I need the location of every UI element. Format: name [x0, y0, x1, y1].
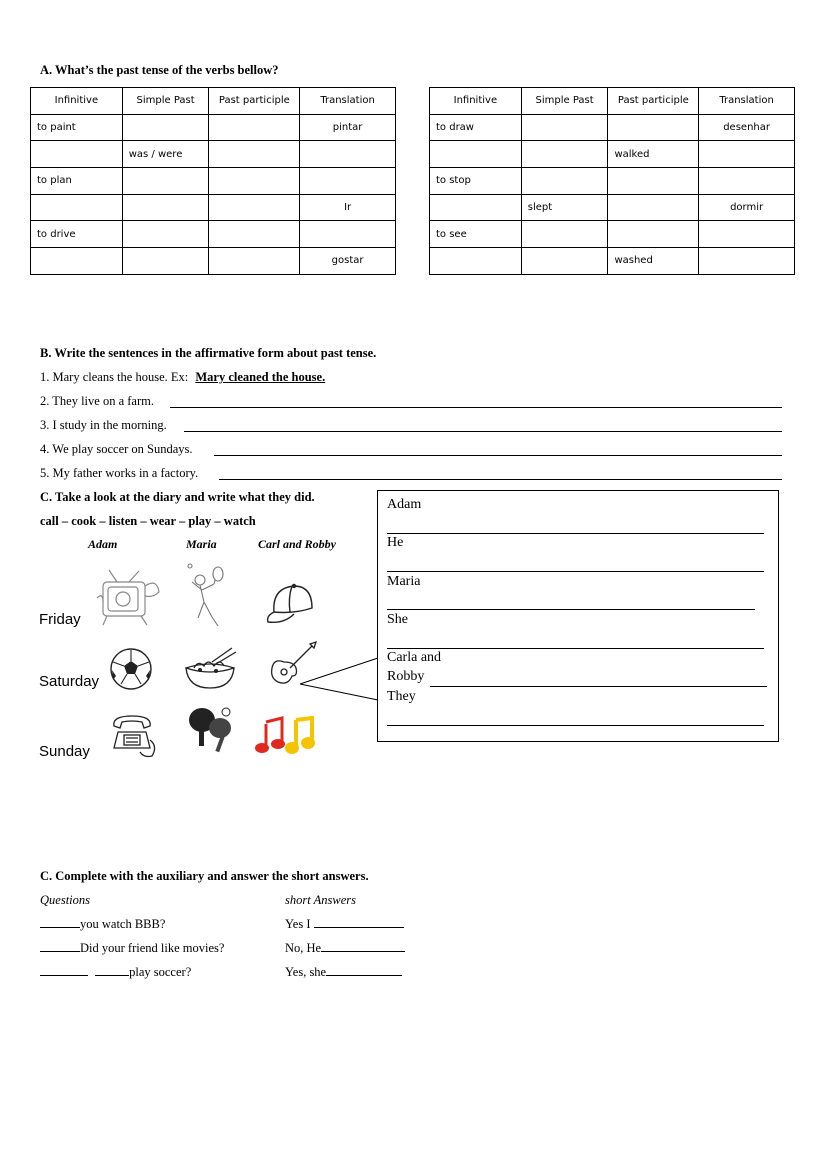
cell-past-participle[interactable]: walked: [608, 141, 699, 168]
cell-infinitive[interactable]: to see: [430, 221, 522, 248]
question-text: play soccer?: [129, 965, 192, 979]
cell-past-participle[interactable]: [209, 221, 300, 248]
cell-simple-past[interactable]: [521, 168, 608, 195]
section-c-title: C. Take a look at the diary and write what they did.: [40, 490, 315, 504]
question-3: [40, 965, 191, 980]
table-row: [31, 114, 396, 141]
cell-translation[interactable]: pintar: [300, 114, 396, 141]
table-row: [31, 168, 396, 195]
cell-simple-past[interactable]: was / were: [122, 141, 209, 168]
cell-translation[interactable]: Ir: [300, 194, 396, 221]
cell-infinitive[interactable]: [430, 141, 522, 168]
cell-simple-past[interactable]: [122, 248, 209, 275]
sentence-item: 3. I study in the morning.: [40, 418, 167, 432]
cap-icon: [264, 582, 316, 626]
short-answer-blank[interactable]: [314, 917, 404, 928]
header-simple-past: Simple Past: [122, 88, 209, 115]
answer-label-he: He: [387, 535, 404, 550]
example-answer: Mary cleaned the house.: [195, 370, 326, 384]
table-row: [31, 221, 396, 248]
answer-3: [285, 965, 402, 980]
header-simple-past: Simple Past: [521, 88, 608, 115]
cell-translation[interactable]: [699, 141, 795, 168]
table-row: [430, 114, 795, 141]
header-translation: Translation: [699, 88, 795, 115]
answer-line[interactable]: [387, 648, 764, 649]
cell-simple-past[interactable]: [521, 221, 608, 248]
cell-simple-past[interactable]: [122, 194, 209, 221]
cell-infinitive[interactable]: [31, 194, 123, 221]
header-infinitive: Infinitive: [430, 88, 522, 115]
cell-simple-past[interactable]: [122, 114, 209, 141]
cell-simple-past[interactable]: slept: [521, 194, 608, 221]
answer-line[interactable]: [219, 467, 782, 480]
table-row: [430, 194, 795, 221]
section-d-title: C. Complete with the auxiliary and answer the short answers.: [40, 869, 369, 883]
cell-translation[interactable]: [699, 221, 795, 248]
table-row: [31, 141, 396, 168]
answer-line[interactable]: [387, 609, 755, 610]
cell-simple-past[interactable]: [122, 221, 209, 248]
person-maria: Maria: [186, 537, 217, 551]
short-answer-blank[interactable]: [326, 965, 402, 976]
table-row: [430, 168, 795, 195]
answer-line[interactable]: [214, 443, 782, 456]
answer-text: Yes, she: [285, 965, 327, 979]
verb-table-left: [30, 87, 396, 275]
header-past-participle: Past participle: [608, 88, 699, 115]
example-sentence: [40, 370, 325, 386]
sentence-item: 4. We play soccer on Sundays.: [40, 442, 193, 456]
auxiliary-blank[interactable]: [40, 917, 80, 928]
cell-infinitive[interactable]: to plan: [31, 168, 123, 195]
telephone-icon: [108, 712, 158, 760]
cell-past-participle[interactable]: [209, 141, 300, 168]
subject-blank[interactable]: [95, 965, 129, 976]
tennis-player-icon: [184, 562, 230, 628]
header-translation: Translation: [300, 88, 396, 115]
cell-translation[interactable]: [300, 221, 396, 248]
answer-1: [285, 917, 404, 932]
cell-translation[interactable]: [300, 168, 396, 195]
cell-translation[interactable]: gostar: [300, 248, 396, 275]
cell-past-participle[interactable]: [608, 168, 699, 195]
answers-header: short Answers: [285, 893, 356, 907]
noodle-bowl-icon: [182, 646, 238, 692]
soccer-ball-icon: [108, 646, 154, 692]
person-carl-robby: Carl and Robby: [258, 537, 337, 551]
table-row: [430, 248, 795, 275]
table-row: [31, 248, 396, 275]
answer-text: No, He: [285, 941, 322, 955]
sentence-item: 5. My father works in a factory.: [40, 466, 199, 480]
cell-infinitive[interactable]: [31, 248, 123, 275]
cell-translation[interactable]: desenhar: [699, 114, 795, 141]
section-a-title: A. What’s the past tense of the verbs bellow?: [40, 63, 279, 77]
music-notes-icon: [252, 716, 316, 758]
cell-past-participle[interactable]: [608, 114, 699, 141]
auxiliary-blank[interactable]: [40, 965, 88, 976]
cell-simple-past[interactable]: [521, 114, 608, 141]
day-saturday: Saturday: [39, 673, 100, 690]
answer-2: [285, 941, 405, 956]
table-header-row: [430, 88, 795, 115]
answer-label-they: They: [387, 689, 416, 704]
example-prefix: 1. Mary cleans the house. Ex:: [40, 370, 189, 384]
answer-label-she: She: [387, 612, 408, 627]
verb-table-right: [429, 87, 795, 275]
cell-infinitive[interactable]: to draw: [430, 114, 522, 141]
answer-line[interactable]: [170, 395, 782, 408]
cell-infinitive[interactable]: to stop: [430, 168, 522, 195]
cell-simple-past[interactable]: [521, 141, 608, 168]
question-text: Did your friend like movies?: [80, 941, 225, 955]
person-adam: Adam: [88, 537, 118, 551]
cell-infinitive[interactable]: to drive: [31, 221, 123, 248]
cell-past-participle[interactable]: [608, 221, 699, 248]
header-past-participle: Past participle: [209, 88, 300, 115]
section-b-title: B. Write the sentences in the affirmative form about past tense.: [40, 346, 377, 360]
cell-infinitive[interactable]: to paint: [31, 114, 123, 141]
answer-label-carla: Carla and: [387, 650, 442, 665]
day-sunday: Sunday: [39, 743, 90, 760]
ping-pong-icon: [182, 704, 236, 756]
question-text: you watch BBB?: [80, 917, 166, 931]
table-header-row: [31, 88, 396, 115]
cell-infinitive[interactable]: [430, 248, 522, 275]
question-1: [40, 917, 165, 932]
questions-header: Questions: [40, 893, 90, 907]
sentence-item: 2. They live on a farm.: [40, 394, 154, 408]
cell-infinitive[interactable]: [31, 141, 123, 168]
verb-list: call – cook – listen – wear – play – watch: [40, 514, 256, 528]
cell-translation[interactable]: dormir: [699, 194, 795, 221]
header-infinitive: Infinitive: [31, 88, 123, 115]
cell-infinitive[interactable]: [430, 194, 522, 221]
table-row: [430, 221, 795, 248]
cell-past-participle[interactable]: [209, 194, 300, 221]
answer-label-robby: Robby: [387, 669, 425, 684]
diary-answer-box: [377, 490, 779, 742]
cell-simple-past[interactable]: [521, 248, 608, 275]
answer-line[interactable]: [430, 686, 767, 687]
table-row: [430, 141, 795, 168]
cell-past-participle[interactable]: [209, 114, 300, 141]
day-friday: Friday: [39, 611, 81, 628]
table-row: [31, 194, 396, 221]
answer-line[interactable]: [387, 571, 764, 572]
cell-translation[interactable]: [699, 248, 795, 275]
short-answer-blank[interactable]: [321, 941, 405, 952]
cell-translation[interactable]: [300, 141, 396, 168]
answer-line[interactable]: [387, 725, 764, 726]
cell-past-participle[interactable]: [209, 248, 300, 275]
question-2: [40, 941, 224, 956]
cell-translation[interactable]: [699, 168, 795, 195]
auxiliary-blank[interactable]: [40, 941, 80, 952]
answer-label-maria: Maria: [387, 574, 421, 589]
answer-text: Yes I: [285, 917, 311, 931]
cell-past-participle[interactable]: [608, 194, 699, 221]
cell-past-participle[interactable]: washed: [608, 248, 699, 275]
cell-past-participle[interactable]: [209, 168, 300, 195]
cell-simple-past[interactable]: [122, 168, 209, 195]
answer-line[interactable]: [184, 419, 782, 432]
tv-icon: [95, 568, 163, 628]
callout-lines: [298, 650, 380, 710]
answer-line[interactable]: [387, 533, 764, 534]
answer-label-adam: Adam: [387, 497, 422, 512]
